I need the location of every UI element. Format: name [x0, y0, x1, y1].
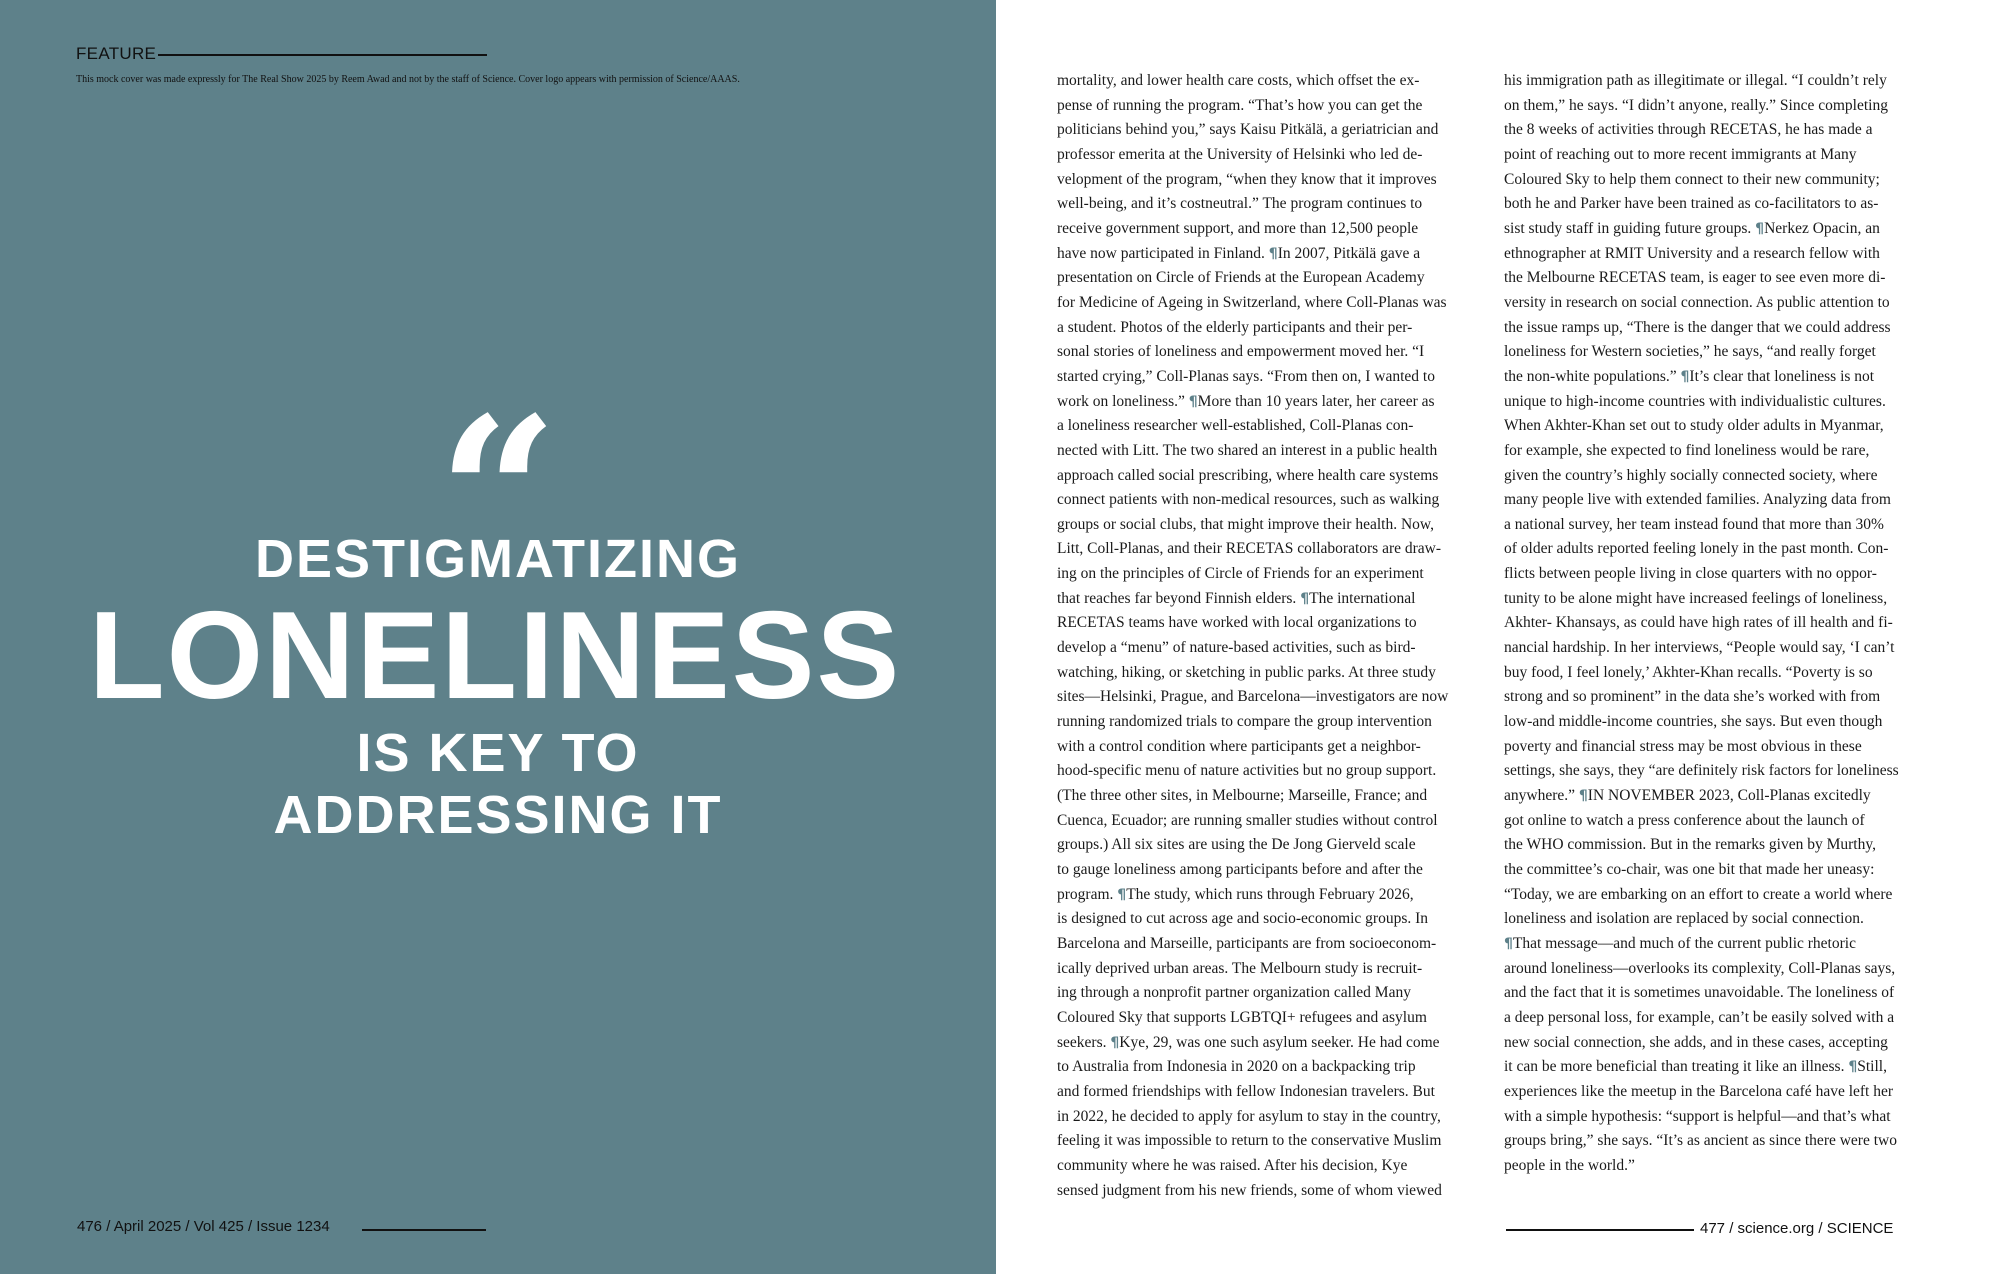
- article-line: that reaches far beyond Finnish elders. ¶The international: [1057, 589, 1416, 607]
- pilcrow-icon: ¶: [1578, 788, 1588, 805]
- article-line: develop a “menu” of nature-based activities, such as bird-: [1057, 639, 1416, 657]
- article-line: for example, she expected to find loneliness would be rare,: [1504, 441, 1870, 459]
- article-line: sensed judgment from his new friends, some of whom viewed: [1057, 1181, 1442, 1199]
- article-line: sonal stories of loneliness and empowerment moved her. “I: [1057, 343, 1425, 361]
- article-line: a national survey, her team instead found that more than 30%: [1504, 515, 1884, 533]
- headline-line-1: DESTIGMATIZING: [255, 529, 741, 589]
- article-line: versity in research on social connection. As public attention to: [1504, 293, 1890, 311]
- article-line: groups bring,” she says. “It’s as ancient as since there were two: [1504, 1132, 1897, 1150]
- headline-line-3: IS KEY TO: [356, 723, 640, 783]
- article-line: buy food, I feel lonely,’ Akhter-Khan recalls. “Poverty is so: [1504, 663, 1873, 681]
- article-line: is designed to cut across age and socio-economic groups. In: [1057, 910, 1429, 928]
- article-line: work on loneliness.” ¶More than 10 years later, her career as: [1057, 392, 1435, 410]
- article-line: a student. Photos of the elderly participants and their per-: [1057, 318, 1413, 336]
- article-line: presentation on Circle of Friends at the European Academy: [1057, 269, 1425, 287]
- article-line: ically deprived urban areas. The Melbourn study is recruit-: [1057, 959, 1423, 977]
- page-folio-left: 476 / April 2025 / Vol 425 / Issue 1234: [77, 1218, 330, 1235]
- article-line: community where he was raised. After his decision, Kye: [1057, 1156, 1408, 1174]
- article-column-2: [1504, 69, 1918, 1179]
- article-line: (The three other sites, in Melbourne; Marseille, France; and: [1057, 787, 1428, 805]
- article-line: with a simple hypothesis: “support is helpful—and that’s what: [1504, 1107, 1891, 1125]
- quote-mark-icon: “: [437, 371, 559, 618]
- pilcrow-icon: ¶: [1188, 393, 1198, 410]
- article-line: anywhere.” ¶IN NOVEMBER 2023, Coll-Planas excitedly: [1504, 787, 1871, 805]
- article-line: “Today, we are embarking on an effort to create a world where: [1504, 885, 1893, 903]
- article-line: receive government support, and more than 12,500 people: [1057, 219, 1419, 237]
- article-line: it can be more beneficial than treating it like an illness. ¶Still,: [1504, 1058, 1887, 1076]
- article-line: the issue ramps up, “There is the danger that we could address: [1504, 318, 1891, 336]
- article-line: politicians behind you,” says Kaisu Pitkälä, a geriatrician and: [1057, 121, 1439, 139]
- article-line: hood-specific menu of nature activities but no group support.: [1057, 762, 1437, 780]
- article-line: flicts between people living in close quarters with no oppor-: [1504, 565, 1877, 583]
- article-line: seekers. ¶Kye, 29, was one such asylum seeker. He had come: [1057, 1033, 1440, 1051]
- article-line: mortality, and lower health care costs, which offset the ex-: [1057, 72, 1420, 89]
- article-line: the Melbourne RECETAS team, is eager to see even more di-: [1504, 269, 1886, 287]
- article-line: strong and so prominent” in the data she’s worked with from: [1504, 688, 1881, 706]
- pilcrow-icon: ¶: [1117, 886, 1127, 903]
- article-line: When Akhter-Khan set out to study older adults in Myanmar,: [1504, 417, 1884, 435]
- article-line: groups.) All six sites are using the De Jong Gierveld scale: [1057, 836, 1416, 854]
- article-line: sist study staff in guiding future groups. ¶Nerkez Opacin, an: [1504, 219, 1880, 237]
- article-line: for Medicine of Ageing in Switzerland, where Coll-Planas was: [1057, 293, 1447, 311]
- article-line: got online to watch a press conference about the launch of: [1504, 811, 1865, 829]
- article-line: the 8 weeks of activities through RECETAS, he has made a: [1504, 121, 1873, 139]
- article-line: to gauge loneliness among participants before and after the: [1057, 861, 1423, 878]
- article-line: of older adults reported feeling lonely in the past month. Con-: [1504, 540, 1889, 558]
- article-line: around loneliness—overlooks its complexity, Coll-Planas says,: [1504, 959, 1896, 977]
- article-line: loneliness and isolation are replaced by social connection.: [1504, 910, 1864, 928]
- article-line: a deep personal loss, for example, can’t be easily solved with a: [1504, 1008, 1895, 1026]
- article-line: with a control condition where participants get a neighbor-: [1057, 737, 1421, 755]
- headline-line-2: LONELINESS: [88, 587, 902, 725]
- pilcrow-icon: ¶: [1268, 245, 1278, 262]
- cover-disclaimer: This mock cover was made expressly for The Real Show 2025 by Reem Awad and not by the staff of Science. Cover logo appears with permission of Science/AAAS.: [76, 74, 740, 85]
- article-line: RECETAS teams have worked with local organizations to: [1057, 614, 1417, 632]
- article-line: well-being, and it’s costneutral.” The program continues to: [1057, 195, 1423, 213]
- article-line: running randomized trials to compare the group intervention: [1057, 713, 1432, 731]
- headline: [0, 371, 996, 846]
- article-line: both he and Parker have been trained as co-facilitators to as-: [1504, 195, 1879, 213]
- article-line: poverty and financial stress may be most obvious in these: [1504, 737, 1862, 755]
- pilcrow-icon: ¶: [1300, 590, 1310, 607]
- article-line: many people live with extended families. Analyzing data from: [1504, 491, 1891, 509]
- article-line: new social connection, she adds, and in these cases, accepting: [1504, 1033, 1888, 1051]
- pilcrow-icon: ¶: [1504, 935, 1513, 952]
- article-line: ing on the principles of Circle of Friends for an experiment: [1057, 565, 1424, 583]
- article-line: and formed friendships with fellow Indonesian travelers. But: [1057, 1082, 1435, 1100]
- article-line: the WHO commission. But in the remarks given by Murthy,: [1504, 836, 1876, 854]
- article-line: people in the world.”: [1504, 1156, 1635, 1174]
- article-line: on them,” he says. “I didn’t anyone, really.” Since completing: [1504, 96, 1888, 114]
- article-line: ¶That message—and much of the current public rhetoric: [1504, 934, 1856, 952]
- pilcrow-icon: ¶: [1848, 1059, 1858, 1076]
- article-line: Barcelona and Marseille, participants are from socioeconom-: [1057, 934, 1437, 952]
- article-line: the committee’s co-chair, was one bit that made her uneasy:: [1504, 861, 1875, 878]
- article-line: low-and middle-income countries, she says. But even though: [1504, 713, 1883, 731]
- article-line: professor emerita at the University of Helsinki who led de-: [1057, 145, 1423, 163]
- article-line: sites—Helsinki, Prague, and Barcelona—investigators are now: [1057, 688, 1449, 706]
- headline-line-4: ADDRESSING IT: [273, 785, 723, 845]
- article-line: ethnographer at RMIT University and a research fellow with: [1504, 244, 1880, 262]
- article-line: groups or social clubs, that might improve their health. Now,: [1057, 515, 1434, 533]
- kicker-rule: [158, 54, 487, 56]
- folio-rule-right: [1506, 1229, 1694, 1231]
- article-line: to Australia from Indonesia in 2020 on a backpacking trip: [1057, 1058, 1416, 1076]
- article-line: tunity to be alone might have increased feelings of loneliness,: [1504, 589, 1888, 607]
- pilcrow-icon: ¶: [1110, 1034, 1120, 1051]
- article-line: Litt, Coll-Planas, and their RECETAS collaborators are draw-: [1057, 540, 1442, 558]
- article-line: approach called social prescribing, where health care systems: [1057, 466, 1439, 484]
- article-line: given the country’s highly socially connected society, where: [1504, 466, 1878, 484]
- article-line: unique to high-income countries with individualistic cultures.: [1504, 392, 1886, 410]
- article-line: ing through a nonprofit partner organization called Many: [1057, 984, 1411, 1002]
- article-line: feeling it was impossible to return to the conservative Muslim: [1057, 1132, 1442, 1150]
- pilcrow-icon: ¶: [1755, 220, 1765, 237]
- article-line: the non-white populations.” ¶It’s clear that loneliness is not: [1504, 367, 1875, 385]
- article-line: program. ¶The study, which runs through February 2026,: [1057, 885, 1414, 903]
- article-line: loneliness for Western societies,” he says, “and really forget: [1504, 343, 1876, 361]
- article-line: velopment of the program, “when they know that it improves: [1057, 170, 1437, 188]
- section-kicker: FEATURE: [76, 44, 157, 63]
- article-line: in 2022, he decided to apply for asylum to stay in the country,: [1057, 1107, 1441, 1125]
- article-line: Coloured Sky to help them connect to their new community;: [1504, 170, 1880, 188]
- article-line: experiences like the meetup in the Barcelona café have left her: [1504, 1082, 1894, 1100]
- page-folio-right: 477 / science.org / SCIENCE: [1700, 1220, 1894, 1237]
- article-line: watching, hiking, or sketching in public parks. At three study: [1057, 663, 1436, 681]
- article-line: settings, she says, they “are definitely risk factors for loneliness: [1504, 762, 1899, 780]
- article-line: have now participated in Finland. ¶In 2007, Pitkälä gave a: [1057, 244, 1421, 262]
- article-line: connect patients with non-medical resources, such as walking: [1057, 491, 1440, 509]
- folio-rule-left: [362, 1229, 486, 1231]
- article-line: a loneliness researcher well-established, Coll-Planas con-: [1057, 417, 1414, 435]
- article-line: nected with Litt. The two shared an interest in a public health: [1057, 441, 1438, 459]
- article-column-1: [1057, 69, 1471, 1203]
- article-line: point of reaching out to more recent immigrants at Many: [1504, 145, 1857, 163]
- article-line: and the fact that it is sometimes unavoidable. The loneliness of: [1504, 984, 1895, 1002]
- article-line: nancial hardship. In her interviews, “People would say, ‘I can’t: [1504, 639, 1895, 657]
- article-line: pense of running the program. “That’s how you can get the: [1057, 96, 1423, 114]
- article-line: Akhter- Khansays, as could have high rates of ill health and fi-: [1504, 614, 1893, 632]
- article-line: Cuenca, Ecuador; are running smaller studies without control: [1057, 811, 1438, 829]
- pilcrow-icon: ¶: [1680, 368, 1690, 385]
- article-line: Coloured Sky that supports LGBTQI+ refugees and asylum: [1057, 1008, 1427, 1026]
- article-line: his immigration path as illegitimate or illegal. “I couldn’t rely: [1504, 72, 1887, 89]
- article-line: started crying,” Coll-Planas says. “From then on, I wanted to: [1057, 367, 1435, 385]
